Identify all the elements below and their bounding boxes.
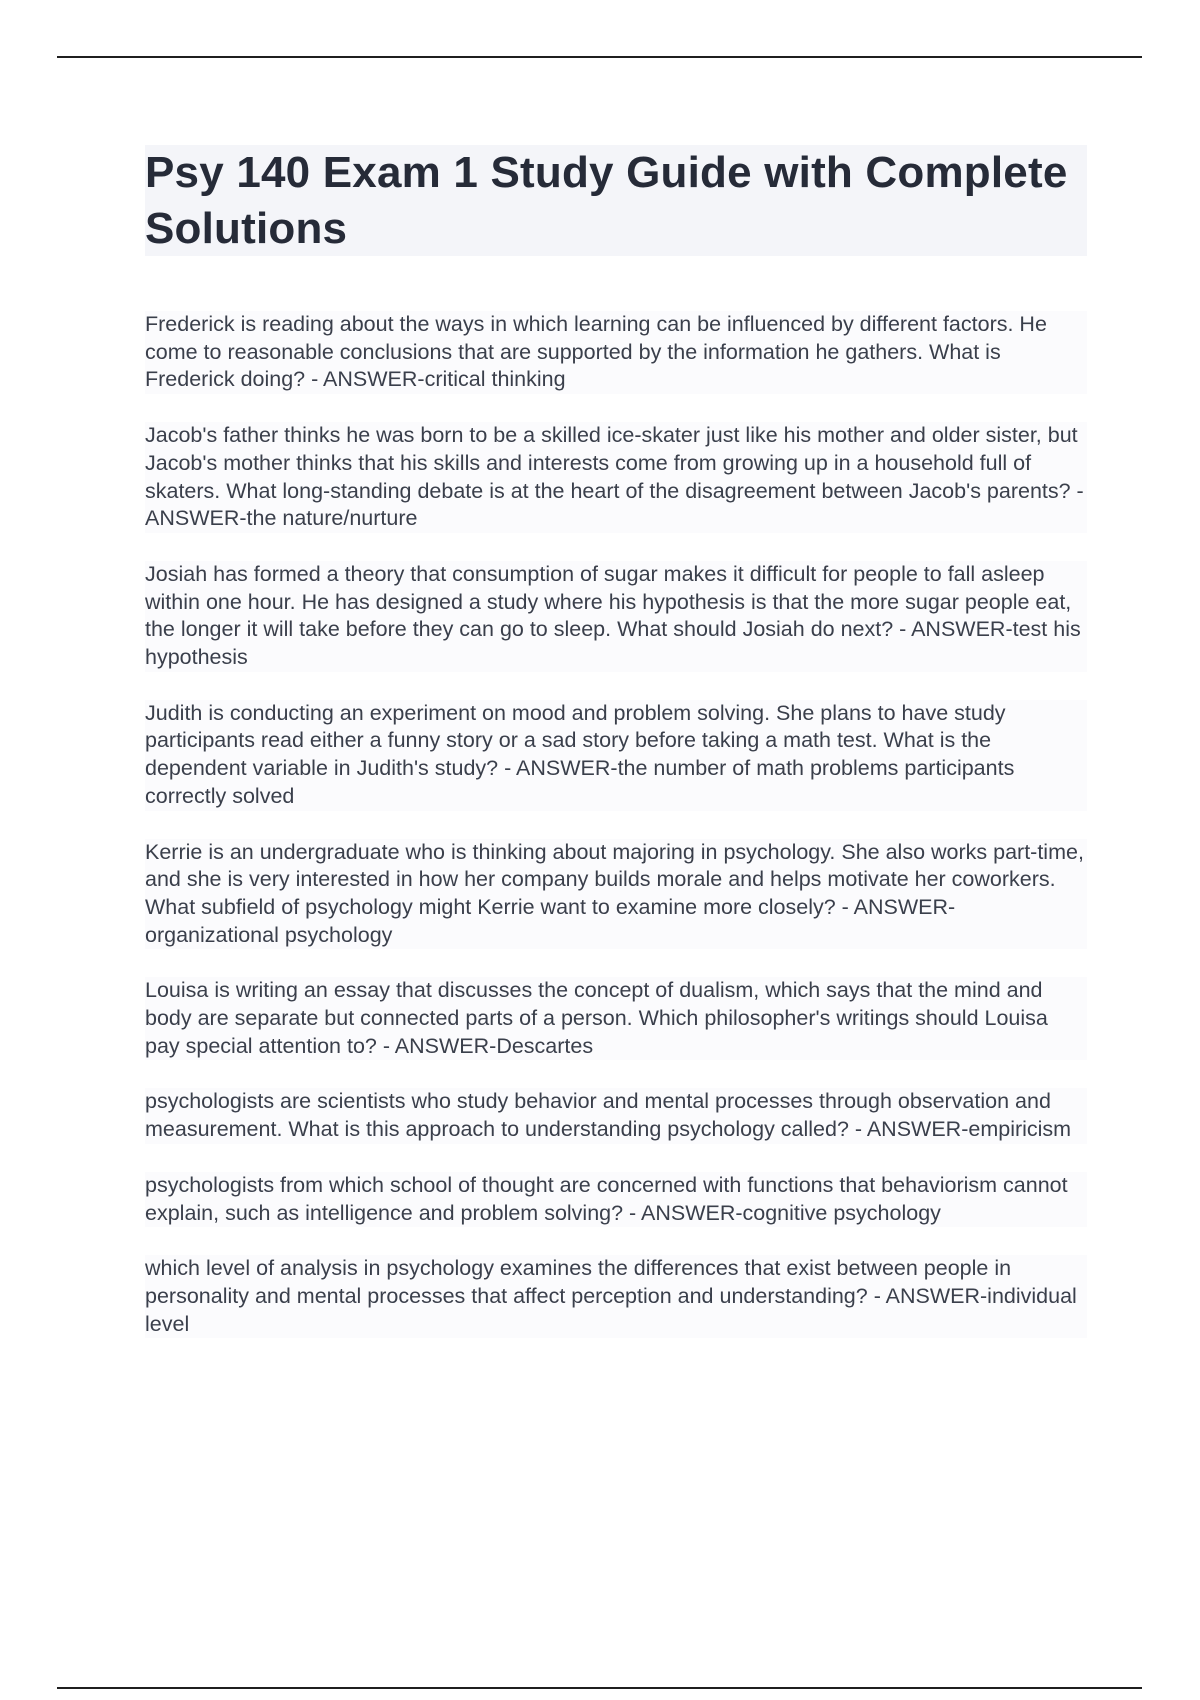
- bottom-rule: [57, 1687, 1142, 1689]
- title-block: [145, 145, 1087, 256]
- qa-item: psychologists are scientists who study behavior and mental processes through observation and measurement. What is this approach to understanding psychology called? - ANSWER-empiricism: [145, 1088, 1087, 1143]
- qa-item: Judith is conducting an experiment on mood and problem solving. She plans to have study participants read either a funny story or a sad story before taking a math test. What is the dependent variable in Judith's study? - ANSWER-the number of math problems participants correctly solved: [145, 700, 1087, 811]
- qa-item: Josiah has formed a theory that consumption of sugar makes it difficult for people to fall asleep within one hour. He has designed a study where his hypothesis is that the more sugar people eat, the longer it will take before they can go to sleep. What should Josiah do next? - ANSWER-test his hypothesis: [145, 561, 1087, 672]
- qa-item: Kerrie is an undergraduate who is thinking about majoring in psychology. She also works part-time, and she is very interested in how her company builds morale and helps motivate her coworkers. What subfield of psychology might Kerrie want to examine more closely? - ANSWER-organizational psychology: [145, 839, 1087, 950]
- qa-item: Louisa is writing an essay that discusses the concept of dualism, which says that the mind and body are separate but connected parts of a person. Which philosopher's writings should Louisa pay special attention to? - ANSWER-Descartes: [145, 977, 1087, 1060]
- qa-item: psychologists from which school of thought are concerned with functions that behaviorism cannot explain, such as intelligence and problem solving? - ANSWER-cognitive psychology: [145, 1172, 1087, 1227]
- top-rule: [57, 56, 1142, 58]
- qa-item: Jacob's father thinks he was born to be a skilled ice-skater just like his mother and older sister, but Jacob's mother thinks that his skills and interests come from growing up in a household full of skaters. What long-standing debate is at the heart of the disagreement between Jacob's parents? - ANSWER-the nature/nurture: [145, 422, 1087, 533]
- qa-list: [145, 311, 1087, 1366]
- page-title: Psy 140 Exam 1 Study Guide with Complete Solutions: [145, 148, 1068, 253]
- qa-item: Frederick is reading about the ways in which learning can be influenced by different factors. He come to reasonable conclusions that are supported by the information he gathers. What is Frederick doing? - ANSWER-critical thinking: [145, 311, 1087, 394]
- qa-item: which level of analysis in psychology examines the differences that exist between people in personality and mental processes that affect perception and understanding? - ANSWER-individual level: [145, 1255, 1087, 1338]
